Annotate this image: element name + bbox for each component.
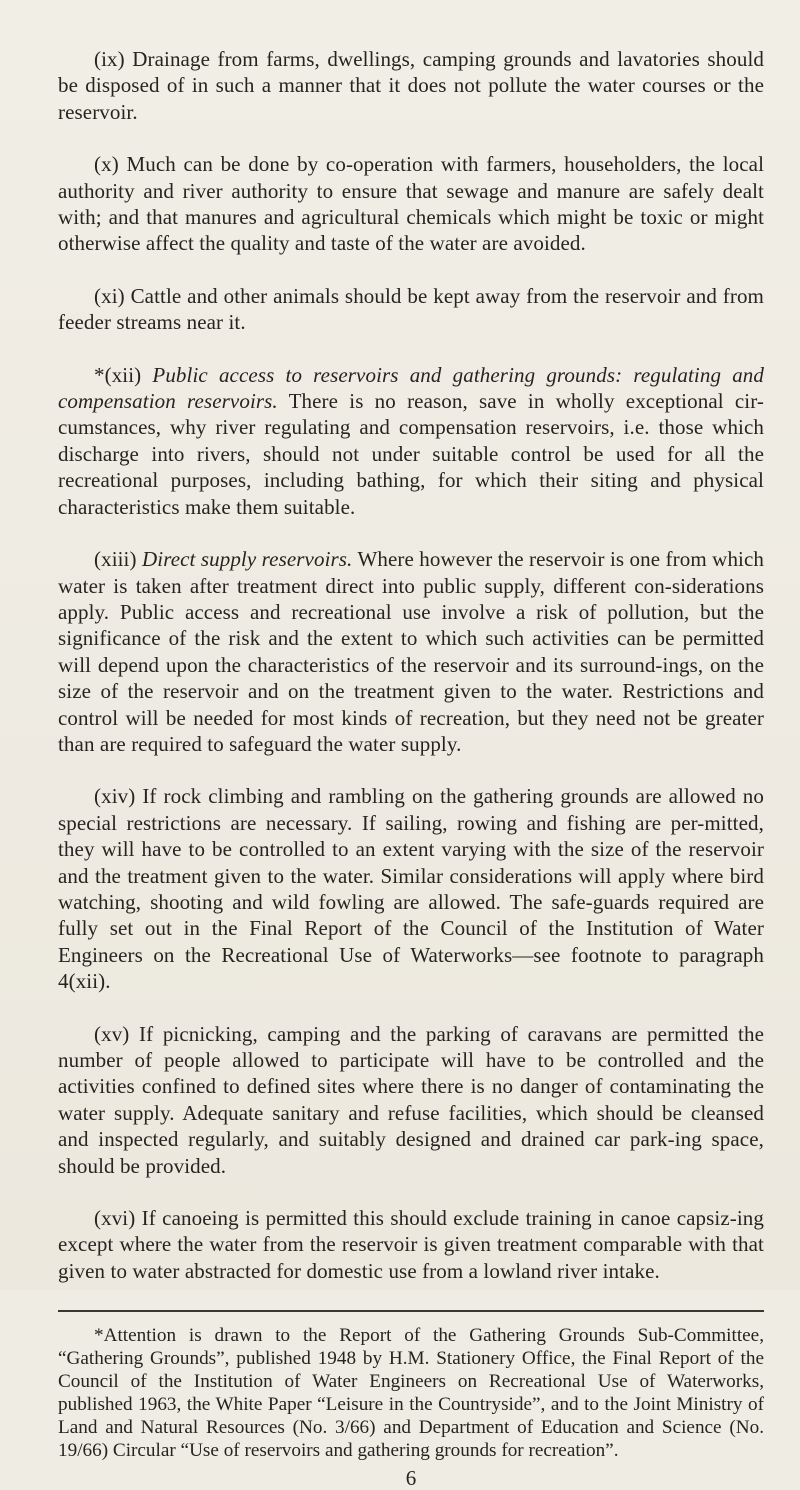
- paragraph-number: (xv): [94, 1021, 130, 1046]
- paragraph-xiii: [58, 546, 764, 757]
- paragraph-number: (xiv): [94, 784, 136, 809]
- paragraph-xvi: [58, 1205, 764, 1284]
- paragraph-xi: [58, 283, 764, 336]
- paragraph-text: Drainage from farms, dwellings, camping grounds and lavatories should be disposed of in such a manner that it does not pollute the water courses or the reservoir.: [58, 47, 764, 124]
- paragraph-number: (xvi): [94, 1206, 136, 1231]
- paragraph-number: (xi): [94, 283, 125, 308]
- paragraph-text: Much can be done by co-operation with farmers, householders, the local authority and river authority to ensure that sewage and manure are safely dealt with; and that manures and agricultural chemicals which might be toxic or might otherwise affect the quality and taste of the water are avoided.: [58, 152, 765, 256]
- footnote: *Attention is drawn to the Report of the Gathering Grounds Sub-Committee, “Gathering Grounds”, published 1948 by H.M. Stationery Office, the Final Report of the Council of the Institution of Water Engineers on Recreational Use of Waterworks, published 1963, the White Paper “Leisure in the Countryside”, and to the Joint Ministry of Land and Natural Resources (No. 3/66) and Department of Education and Science (No. 19/66) Circular “Use of reservoirs and gathering grounds for recreation”.: [58, 1325, 764, 1462]
- paragraph-text: There is no reason, save in wholly exceptional cir-cumstances, why river regulating and compensation reservoirs, i.e. those which discharge into rivers, should not under suitable control be used for all the recreational purposes, including bathing, for which their siting and physical characteristics make them suitable.: [58, 389, 764, 519]
- footnote-divider: [58, 1310, 764, 1312]
- paragraph-text: If picnicking, camping and the parking of caravans are permitted the number of people allowed to participate will have to be controlled and the activities confined to defined sites where there is no danger of contaminating the water supply. Adequate sanitary and refuse facilities, which should be cleansed and inspected regularly, and suitably designed and drained car park-ing space, should be provided.: [58, 1021, 764, 1178]
- paragraph-heading: Direct supply reservoirs.: [142, 547, 353, 572]
- paragraph-number: (ix): [94, 47, 125, 71]
- paragraph-text: If canoeing is permitted this should exclude training in canoe capsiz-ing except where the water from the reservoir is given treatment comparable with that given to water abstracted for domestic use from a lowland river intake.: [58, 1206, 764, 1283]
- paragraph-ix: [58, 46, 764, 125]
- paragraph-text: Where however the reservoir is one from which water is taken after treatment direct into public supply, different con-siderations apply. Public access and recreational use involve a risk of pollution, but the significance of the risk and the extent to which such activities can be permitted will depend upon the characteristics of the reservoir and its surround-ings, on the size of the reservoir and on the treatment given to the water. Restrictions and control will be needed for most kinds of recreation, but they need not be greater than are required to safeguard the water supply.: [58, 547, 764, 756]
- paragraph-xii: [58, 362, 764, 520]
- paragraph-number: *(xii): [94, 362, 142, 387]
- paragraph-xv: [58, 1021, 764, 1179]
- paragraph-xiv: [58, 783, 764, 994]
- paragraph-number: (x): [94, 152, 119, 177]
- page-number: 6: [405, 1466, 417, 1490]
- paragraph-heading: Public access to reservoirs and gathering grounds: regulating and compensation reservoirs.: [58, 362, 764, 414]
- paragraph-x: [58, 151, 764, 257]
- paragraph-text: Cattle and other animals should be kept away from the reservoir and from feeder streams near it.: [58, 283, 764, 335]
- paragraph-number: (xiii): [94, 547, 137, 572]
- paragraph-text: If rock climbing and rambling on the gathering grounds are allowed no special restrictions are necessary. If sailing, rowing and fishing are per-mitted, they will have to be controlled to an extent varying with the size of the reservoir and the treatment given to the water. Similar considerations will apply where bird watching, shooting and wild fowling are allowed. The safe-guards required are fully set out in the Final Report of the Council of the Institution of Water Engineers on the Recreational Use of Waterworks—see footnote to paragraph 4(xii).: [58, 784, 765, 994]
